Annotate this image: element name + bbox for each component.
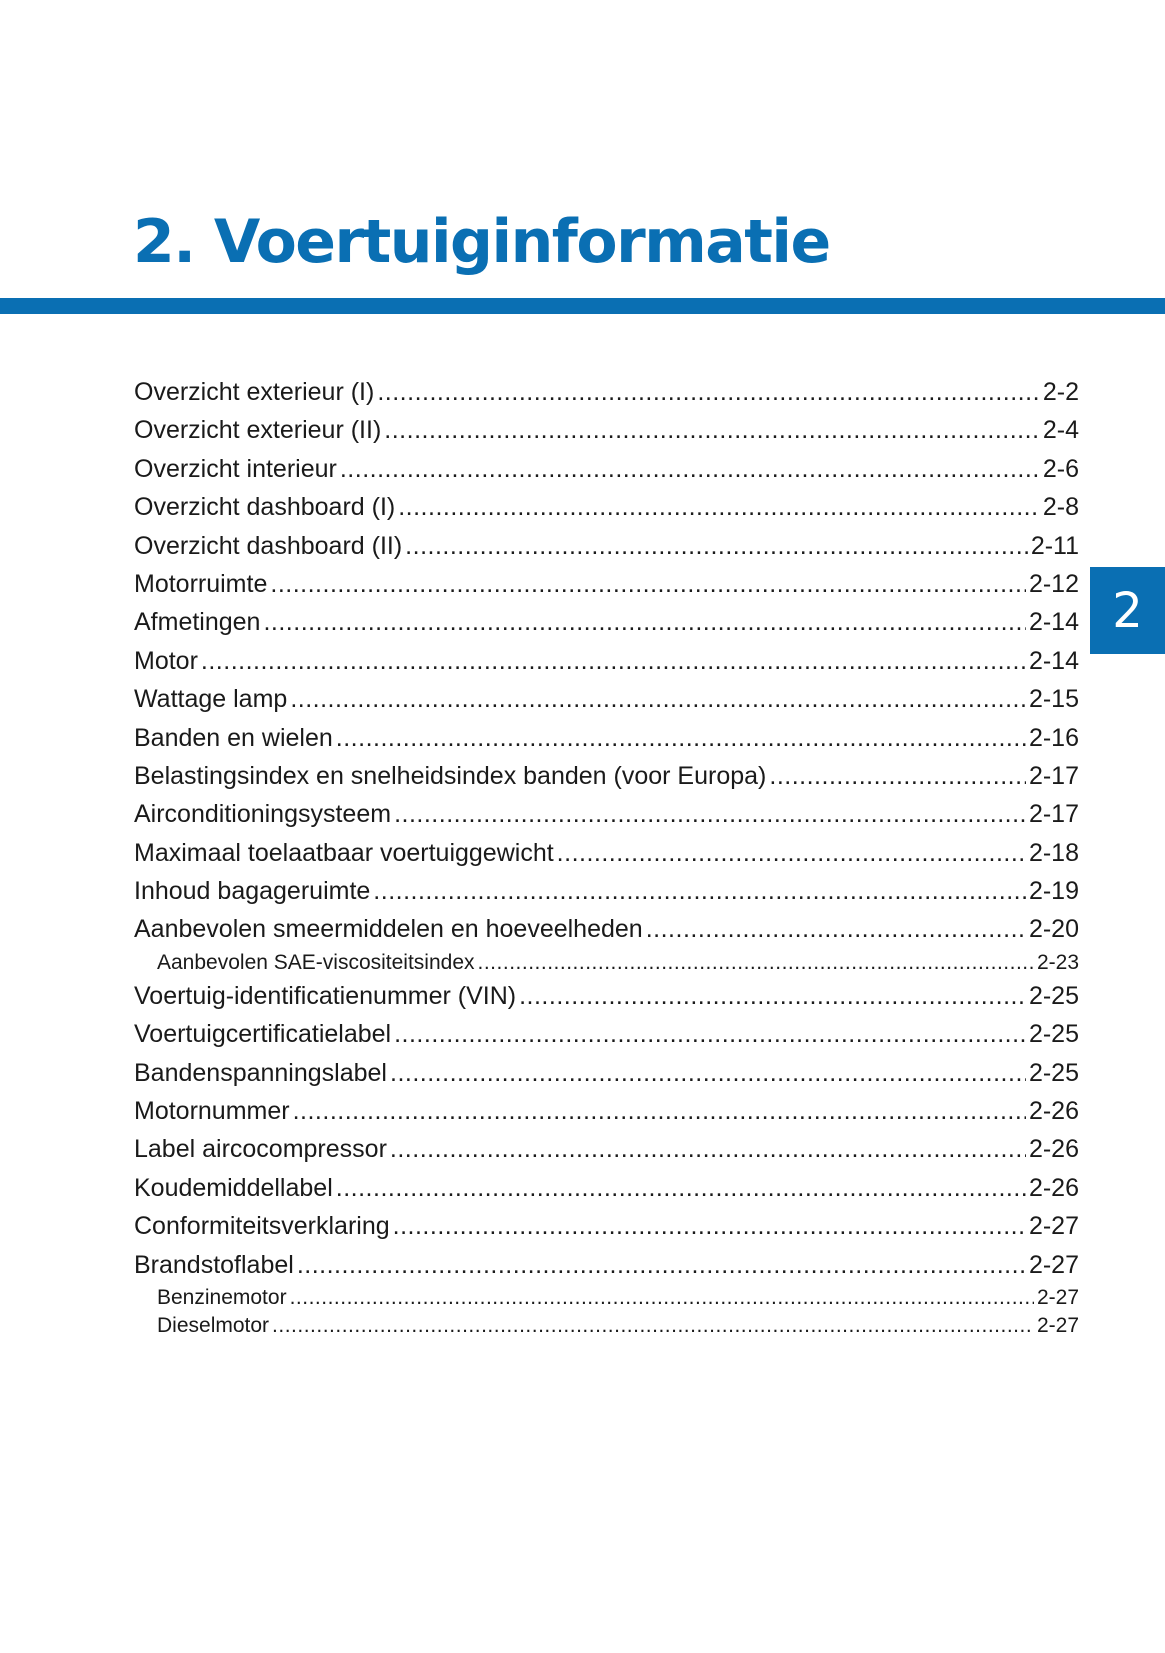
dot-leader [297, 1246, 1026, 1284]
toc-entry-page: 2-17 [1028, 761, 1079, 790]
dot-leader [290, 1284, 1034, 1312]
toc-entry-page: 2-19 [1028, 877, 1079, 906]
toc-entry-label: Motorruimte [134, 569, 268, 598]
toc-entry[interactable] [134, 1207, 1079, 1245]
toc-entry-label: Brandstoflabel [134, 1250, 294, 1279]
table-of-contents [134, 373, 1079, 1340]
dot-leader [336, 1169, 1026, 1207]
toc-entry[interactable] [134, 603, 1079, 641]
dot-leader [769, 757, 1026, 795]
toc-entry[interactable] [134, 450, 1079, 488]
toc-entry-page: 2-20 [1028, 915, 1079, 944]
toc-entry[interactable] [134, 910, 1079, 948]
toc-entry-label: Overzicht exterieur (II) [134, 416, 382, 445]
toc-entry-label: Overzicht dashboard (II) [134, 531, 403, 560]
chapter-title: 2. Voertuiginformatie [133, 207, 830, 277]
dot-leader [263, 603, 1025, 641]
toc-subentry[interactable] [134, 1312, 1079, 1340]
dot-leader [340, 450, 1040, 488]
toc-entry-page: 2-2 [1042, 378, 1079, 406]
toc-entry[interactable] [134, 977, 1079, 1015]
toc-entry-page: 2-26 [1028, 1097, 1079, 1126]
dot-leader [394, 795, 1026, 833]
toc-entry[interactable] [134, 1092, 1079, 1130]
toc-entry[interactable] [134, 872, 1079, 910]
toc-entry-label: Koudemiddellabel [134, 1173, 333, 1202]
toc-subentry[interactable] [134, 949, 1079, 977]
toc-entry-label: Benzinemotor [157, 1285, 287, 1309]
toc-entry-label: Airconditioningsysteem [134, 800, 392, 829]
toc-entry-label: Voertuig-identificatienummer (VIN) [134, 981, 517, 1010]
toc-entry-label: Overzicht dashboard (I) [134, 493, 396, 522]
toc-entry-page: 2-6 [1042, 454, 1079, 483]
toc-entry-page: 2-25 [1028, 1058, 1079, 1087]
toc-entry-page: 2-18 [1028, 838, 1079, 867]
toc-entry-page: 2-23 [1036, 950, 1079, 974]
toc-entry-label: Inhoud bagageruimte [134, 877, 371, 906]
toc-entry-label: Bandenspanningslabel [134, 1058, 387, 1087]
toc-entry[interactable] [134, 373, 1079, 411]
dot-leader [290, 680, 1026, 718]
dot-leader [373, 872, 1026, 910]
toc-entry[interactable] [134, 642, 1079, 680]
dot-leader [398, 488, 1040, 526]
toc-entry-label: Banden en wielen [134, 723, 333, 752]
toc-entry-label: Overzicht exterieur (I) [134, 378, 375, 406]
toc-entry-label: Aanbevolen smeermiddelen en hoeveelheden [134, 915, 643, 944]
toc-entry-page: 2-12 [1028, 569, 1079, 598]
toc-entry-label: Dieselmotor [157, 1313, 270, 1337]
toc-entry-page: 2-27 [1036, 1313, 1079, 1337]
toc-entry-label: Belastingsindex en snelheidsindex banden (voor Europa) [134, 761, 767, 790]
toc-entry-page: 2-8 [1042, 493, 1079, 522]
toc-entry-label: Motornummer [134, 1097, 290, 1126]
toc-entry[interactable] [134, 411, 1079, 449]
toc-entry-page: 2-26 [1028, 1173, 1079, 1202]
dot-leader [394, 1015, 1026, 1053]
dot-leader [336, 719, 1026, 757]
toc-entry[interactable] [134, 719, 1079, 757]
dot-leader [377, 373, 1040, 411]
toc-entry-label: Conformiteitsverklaring [134, 1212, 390, 1241]
chapter-tab [1090, 567, 1165, 654]
toc-entry[interactable] [134, 1169, 1079, 1207]
toc-entry[interactable] [134, 795, 1079, 833]
toc-entry[interactable] [134, 1015, 1079, 1053]
toc-entry-page: 2-27 [1028, 1212, 1079, 1241]
toc-subentry[interactable] [134, 1284, 1079, 1312]
toc-entry-label: Motor [134, 646, 198, 675]
toc-entry-page: 2-14 [1028, 646, 1079, 675]
toc-entry[interactable] [134, 1130, 1079, 1168]
toc-entry-label: Wattage lamp [134, 685, 288, 714]
dot-leader [393, 1207, 1026, 1245]
toc-entry-label: Maximaal toelaatbaar voertuiggewicht [134, 838, 554, 867]
toc-entry[interactable] [134, 565, 1079, 603]
title-divider [0, 298, 1165, 314]
dot-leader [646, 910, 1026, 948]
toc-entry-page: 2-4 [1042, 416, 1079, 445]
toc-entry[interactable] [134, 1054, 1079, 1092]
dot-leader [293, 1092, 1026, 1130]
toc-entry-label: Label aircocompressor [134, 1135, 387, 1164]
toc-entry[interactable] [134, 680, 1079, 718]
dot-leader [478, 949, 1034, 977]
toc-entry[interactable] [134, 1246, 1079, 1284]
dot-leader [201, 642, 1026, 680]
toc-entry[interactable] [134, 834, 1079, 872]
toc-entry-page: 2-16 [1028, 723, 1079, 752]
toc-entry-label: Aanbevolen SAE-viscositeitsindex [157, 950, 475, 974]
toc-entry-label: Voertuigcertificatielabel [134, 1020, 392, 1049]
toc-entry-page: 2-17 [1028, 800, 1079, 829]
dot-leader [270, 565, 1026, 603]
toc-entry[interactable] [134, 757, 1079, 795]
toc-entry-page: 2-27 [1036, 1285, 1079, 1309]
dot-leader [405, 527, 1028, 565]
toc-entry-label: Afmetingen [134, 608, 261, 637]
toc-entry-page: 2-14 [1028, 608, 1079, 637]
toc-entry-label: Overzicht interieur [134, 454, 337, 483]
toc-entry-page: 2-25 [1028, 981, 1079, 1010]
dot-leader [272, 1312, 1034, 1340]
dot-leader [384, 411, 1040, 449]
dot-leader [557, 834, 1026, 872]
toc-entry[interactable] [134, 527, 1079, 565]
dot-leader [390, 1054, 1026, 1092]
toc-entry-page: 2-11 [1030, 531, 1079, 560]
dot-leader [519, 977, 1026, 1015]
chapter-tab-number: 2 [1112, 582, 1143, 639]
toc-entry-page: 2-25 [1028, 1020, 1079, 1049]
toc-entry-page: 2-15 [1028, 685, 1079, 714]
toc-entry[interactable] [134, 488, 1079, 526]
toc-entry-page: 2-27 [1028, 1250, 1079, 1279]
toc-entry-page: 2-26 [1028, 1135, 1079, 1164]
dot-leader [390, 1130, 1026, 1168]
